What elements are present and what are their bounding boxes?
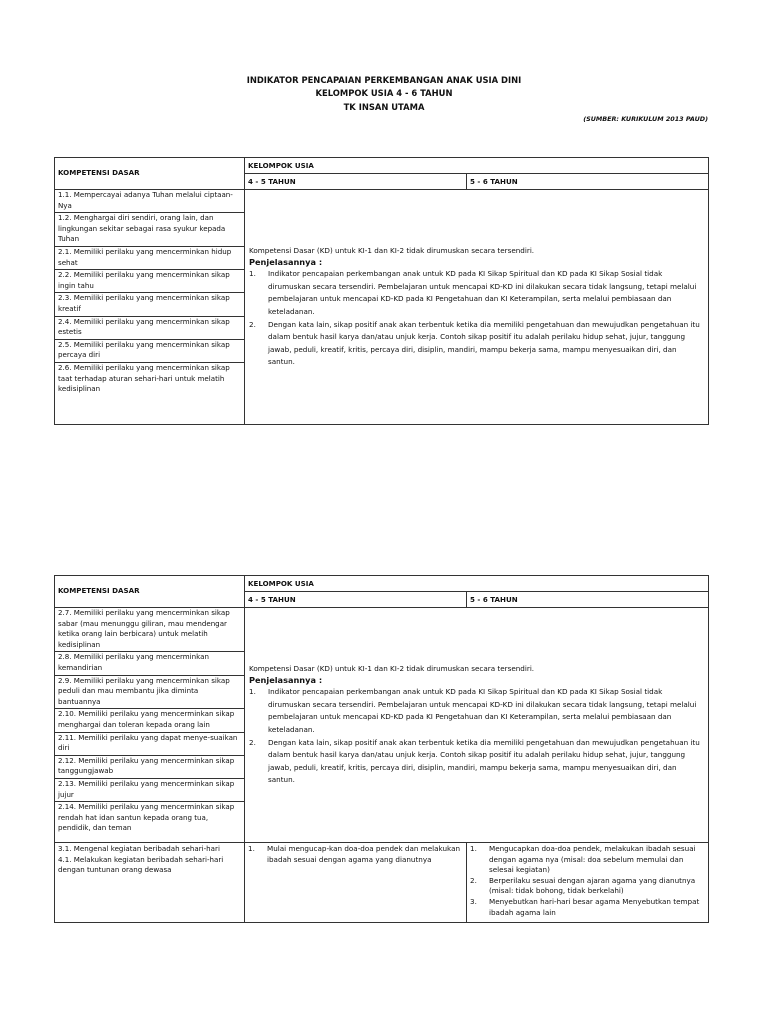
kd-item: 2.3. Memiliki perilaku yang mencerminkan sikap kreatif <box>55 293 244 316</box>
kelompok-usia-header: KELOMPOK USIA <box>245 158 709 174</box>
age-5-6-header: 5 - 6 TAHUN <box>467 592 709 608</box>
kompetensi-dasar-header: KOMPETENSI DASAR <box>55 576 245 608</box>
document-title: INDIKATOR PENCAPAIAN PERKEMBANGAN ANAK USIA DINI <box>246 75 522 85</box>
explanation-point: 2. Dengan kata lain, sikap positif anak akan terbentuk ketika dia memiliki pengetahuan dan mewujudkan pengetahuan itu dalam bentuk hasil karya dan/atau unjuk kerja. Contoh sikap positif itu adalah perilaku hidup sehat, jujur, tanggung jawab, peduli, kreatif, kritis, percaya diri, disiplin, mandiri, mampu bekerja sama, mampu menyesuaikan diri, dan santun. <box>249 737 700 785</box>
kd-item: 1.2. Menghargai diri sendiri, orang lain, dan lingkungan sekitar sebagai rasa syukur kepada Tuhan <box>55 213 244 247</box>
explanation-intro: Kompetensi Dasar (KD) untuk KI-1 dan KI-2 tidak dirumuskan secara tersendiri. <box>249 246 535 256</box>
age-4-5-header: 4 - 5 TAHUN <box>245 592 467 608</box>
kd-table-1 <box>54 157 709 425</box>
kd-item: 2.14. Memiliki perilaku yang mencerminkan sikap rendah hat idan santun kepada orang tua, pendidik, dan teman <box>58 802 235 833</box>
indicator-list <box>470 844 705 918</box>
indicator-item: 3. Menyebutkan hari-hari besar agama Menyebutkan tempat ibadah agama lain <box>470 896 700 917</box>
explanation-cell <box>245 190 709 425</box>
kd-list <box>55 190 245 425</box>
kd-item: 2.2. Memiliki perilaku yang mencerminkan sikap ingin tahu <box>55 270 244 293</box>
indicator-5-6-cell <box>467 843 709 923</box>
indicator-4-5-cell <box>245 843 467 923</box>
kd-table-2 <box>54 575 709 923</box>
kd-item: 2.12. Memiliki perilaku yang mencerminkan sikap tanggungjawab <box>55 756 244 779</box>
explanation-title: Penjelasannya : <box>249 257 323 268</box>
indicator-item: 1. Mengucapkan doa-doa pendek, melakukan ibadah sesuai dengan agama nya (misal: doa sebelum memulai dan selesai kegiatan) <box>470 844 696 875</box>
kompetensi-dasar-header: KOMPETENSI DASAR <box>55 158 245 190</box>
age-5-6-header: 5 - 6 TAHUN <box>467 174 709 190</box>
kd-item: 2.9. Memiliki perilaku yang mencerminkan sikap peduli dan mau membantu jika diminta bantuannya <box>55 676 244 710</box>
kd-item: 2.4. Memiliki perilaku yang mencerminkan sikap estetis <box>55 317 244 340</box>
source-note: (SUMBER: KURIKULUM 2013 PAUD) <box>583 115 708 123</box>
kd-item: 4.1. Melakukan kegiatan beribadah sehari-hari dengan tuntunan orang dewasa <box>58 854 224 875</box>
kd-item: 2.1. Memiliki perilaku yang mencerminkan hidup sehat <box>55 247 244 270</box>
explanation-point: 1. Indikator pencapaian perkembangan anak untuk KD pada KI Sikap Spiritual dan KD pada KI Sikap Sosial tidak dirumuskan secara tersendiri. Pembelajaran untuk mencapai KD-KD ini dilakukan secara tidak langsung, tetapi melalui pembelajaran untuk mencapai KD-KD pada KI Pengetahuan dan KI Keterampilan, serta melalui pembiasaan dan keteladanan. <box>249 687 697 734</box>
kd-item: 1.1. Mempercayai adanya Tuhan melalui ciptaan-Nya <box>55 190 244 213</box>
kd-item: 2.10. Memiliki perilaku yang mencerminkan sikap menghargai dan toleran kepada orang lain <box>55 709 244 732</box>
explanation-point: 1. Indikator pencapaian perkembangan anak untuk KD pada KI Sikap Spiritual dan KD pada KI Sikap Sosial tidak dirumuskan secara tersendiri. Pembelajaran untuk mencapai KD-KD ini dilakukan secara tidak langsung, tetapi melalui pembelajaran untuk mencapai KD-KD pada KI Pengetahuan dan KI Keterampilan, serta melalui pembiasaan dan keteladanan. <box>249 269 697 316</box>
kd-list <box>55 608 245 843</box>
indicator-item: 1. Mulai mengucap-kan doa-doa pendek dan melakukan ibadah sesuai dengan agama yang dianutnya <box>248 844 461 864</box>
explanation-cell <box>245 608 709 843</box>
explanation-title: Penjelasannya : <box>249 675 323 686</box>
kelompok-usia-header: KELOMPOK USIA <box>245 576 709 592</box>
kd-item: 2.11. Memiliki perilaku yang dapat menye-suaikan diri <box>55 733 244 756</box>
explanation-list <box>249 268 704 369</box>
school-name: TK INSAN UTAMA <box>343 102 425 112</box>
kd-item: 3.1. Mengenal kegiatan beribadah sehari-hari <box>58 844 220 853</box>
kd-item: 2.8. Memiliki perilaku yang mencerminkan kemandirian <box>55 652 244 675</box>
kd-cell-3-1 <box>55 843 245 923</box>
indicator-list <box>248 844 463 865</box>
age-4-5-header: 4 - 5 TAHUN <box>245 174 467 190</box>
explanation-list <box>249 686 704 787</box>
explanation-intro: Kompetensi Dasar (KD) untuk KI-1 dan KI-2 tidak dirumuskan secara tersendiri. <box>249 664 535 674</box>
explanation-point: 2. Dengan kata lain, sikap positif anak akan terbentuk ketika dia memiliki pengetahuan dan mewujudkan pengetahuan itu dalam bentuk hasil karya dan/atau unjuk kerja. Contoh sikap positif itu adalah perilaku hidup sehat, jujur, tanggung jawab, peduli, kreatif, kritis, percaya diri, disiplin, mandiri, mampu bekerja sama, mampu menyesuaikan diri, dan santun. <box>249 319 700 367</box>
kd-item: 2.7. Memiliki perilaku yang mencerminkan sikap sabar (mau menunggu giliran, mau mendengar ketika orang lain berbicara) untuk melatih kedisiplinan <box>55 608 244 652</box>
kd-item: 2.5. Memiliki perilaku yang mencerminkan sikap percaya diri <box>55 340 244 363</box>
indicator-item: 2. Berperilaku sesuai dengan ajaran agama yang dianutnya (misal: tidak bohong, tidak berkelahi) <box>470 875 696 896</box>
age-group-title: KELOMPOK USIA 4 - 6 TAHUN <box>315 88 453 98</box>
kd-item: 2.6. Memiliki perilaku yang mencerminkan sikap taat terhadap aturan sehari-hari untuk melatih kedisiplinan <box>58 362 230 394</box>
kd-item: 2.13. Memiliki perilaku yang mencerminkan sikap jujur <box>55 779 244 802</box>
